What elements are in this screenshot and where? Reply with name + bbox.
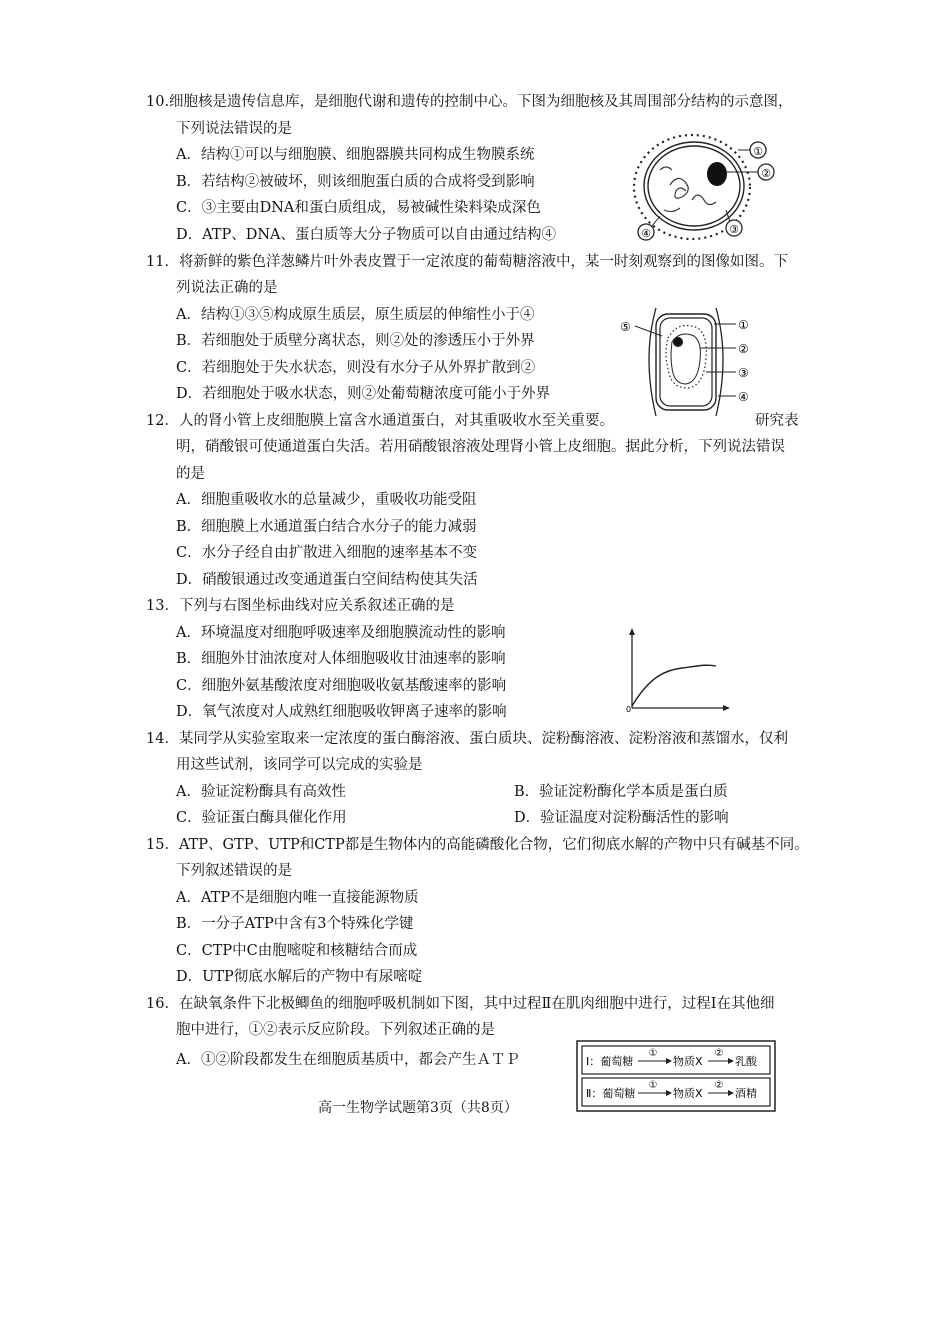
q15-option-c: C．CTP中C由胞嘧啶和核糖结合而成	[176, 943, 418, 959]
q11-label-4: ④	[738, 390, 749, 404]
q13-option-a: A．环境温度对细胞呼吸速率及细胞膜流动性的影响	[176, 625, 506, 641]
row2-label: Ⅱ：葡萄糖	[586, 1087, 636, 1100]
q10-option-b: B．若结构②被破坏，则该细胞蛋白质的合成将受到影响	[176, 174, 535, 190]
row1-mid: 物质X	[673, 1055, 703, 1068]
q11-stem-cont: 列说法正确的是	[176, 280, 278, 296]
q10-stem-cont: 下列说法错误的是	[176, 121, 292, 137]
q12-stem: 12．人的肾小管上皮细胞膜上富含水通道蛋白，对其重吸收水至关重要。	[146, 413, 614, 429]
q10-option-d: D．ATP、DNA、蛋白质等大分子物质可以自由通过结构④	[176, 227, 557, 243]
q10-stem: 10.细胞核是遗传信息库，是细胞代谢和遗传的控制中心。下图为细胞核及其周围部分结构的示意图，	[146, 94, 793, 110]
q12-option-d: D．硝酸银通过改变通道蛋白空间结构使其失活	[176, 572, 478, 588]
q13-option-c: C．细胞外氨基酸浓度对细胞吸收氨基酸速率的影响	[176, 678, 507, 694]
q10-label-3: ③	[729, 223, 739, 236]
onion-cell-figure	[618, 308, 758, 418]
q12-stem-tail: 研究表	[755, 413, 799, 429]
curve-graph	[622, 628, 732, 718]
q11-option-c: C．若细胞处于失水状态，则没有水分子从外界扩散到②	[176, 360, 536, 376]
q12-option-b: B．细胞膜上水通道蛋白结合水分子的能力减弱	[176, 519, 477, 535]
q13-option-b: B．细胞外甘油浓度对人体细胞吸收甘油速率的影响	[176, 651, 506, 667]
q10-option-a: A．结构①可以与细胞膜、细胞器膜共同构成生物膜系统	[176, 147, 535, 163]
q12-option-c: C．水分子经自由扩散进入细胞的速率基本不变	[176, 545, 478, 561]
q11-option-b: B．若细胞处于质壁分离状态，则②处的渗透压小于外界	[176, 333, 535, 349]
q10-label-2: ②	[761, 167, 771, 180]
q14-option-b: B．验证淀粉酶化学本质是蛋白质	[514, 784, 728, 800]
q15-option-a: A．ATP不是细胞内唯一直接能源物质	[176, 890, 419, 906]
q11-option-a: A．结构①③⑤构成原生质层，原生质层的伸缩性小于④	[176, 307, 535, 323]
q15-option-b: B．一分子ATP中含有3个特殊化学键	[176, 916, 414, 932]
q15-stem: 15．ATP、GTP、UTP和CTP都是生物体内的高能磷酸化合物，它们彻底水解的产物中只有碱基不同。	[146, 837, 809, 853]
curve-origin-label: 0	[626, 705, 632, 714]
q11-stem: 11．将新鲜的紫色洋葱鳞片叶外表皮置于一定浓度的葡萄糖溶液中，某一时刻观察到的图像如图。下	[146, 254, 788, 270]
row1-label: Ⅰ：葡萄糖	[586, 1055, 634, 1068]
q11-label-1: ①	[738, 318, 749, 332]
q13-stem: 13．下列与右图坐标曲线对应关系叙述正确的是	[146, 598, 455, 614]
q14-option-c: C．验证蛋白酶具催化作用	[176, 810, 347, 826]
q15-stem-cont: 下列叙述错误的是	[176, 863, 292, 879]
row1-step2: ②	[714, 1048, 724, 1059]
q12-stem-end: 的是	[176, 466, 205, 482]
row2-end: 酒精	[735, 1087, 757, 1100]
q11-option-d: D．若细胞处于吸水状态，则②处葡萄糖浓度可能小于外界	[176, 386, 551, 402]
row2-step2: ②	[714, 1080, 724, 1091]
row2-mid: 物质X	[673, 1087, 703, 1100]
q10-option-c: C．③主要由DNA和蛋白质组成，易被碱性染料染成深色	[176, 200, 541, 216]
q12-option-a: A．细胞重吸收水的总量减少，重吸收功能受阻	[176, 492, 477, 508]
respiration-diagram	[576, 1040, 776, 1112]
row1-step1: ①	[648, 1048, 658, 1059]
q14-stem-cont: 用这些试剂，该同学可以完成的实验是	[176, 757, 423, 773]
q14-option-d: D．验证温度对淀粉酶活性的影响	[514, 810, 729, 826]
q11-label-2: ②	[738, 342, 749, 356]
q16-stem: 16．在缺氧条件下北极鲫鱼的细胞呼吸机制如下图，其中过程Ⅱ在肌肉细胞中进行，过程Ⅰ在其他细	[146, 996, 775, 1012]
q13-option-d: D．氧气浓度对人成熟红细胞吸收钾离子速率的影响	[176, 704, 507, 720]
q14-option-a: A．验证淀粉酶具有高效性	[176, 784, 346, 800]
q10-label-4: ④	[641, 227, 651, 240]
q15-option-d: D．UTP彻底水解后的产物中有尿嘧啶	[176, 969, 423, 985]
q16-stem-cont: 胞中进行，①②表示反应阶段。下列叙述正确的是	[176, 1022, 495, 1038]
q11-label-5: ⑤	[620, 320, 631, 334]
row2-step1: ①	[648, 1080, 658, 1091]
q12-stem-cont: 明，硝酸银可使通道蛋白失活。若用硝酸银溶液处理肾小管上皮细胞。据此分析，下列说法错误	[176, 439, 785, 455]
nucleus-figure	[630, 130, 780, 245]
q16-option-a: A．①②阶段都发生在细胞质基质中，都会产生ＡＴＰ	[176, 1052, 520, 1068]
page-footer: 高一生物学试题第3页（共8页）	[318, 1100, 518, 1116]
q10-label-1: ①	[753, 145, 763, 158]
q11-label-3: ③	[738, 366, 749, 380]
q14-stem: 14．某同学从实验室取来一定浓度的蛋白酶溶液、蛋白质块、淀粉酶溶液、淀粉溶液和蒸馏水，仅利	[146, 731, 788, 747]
row1-end: 乳酸	[735, 1055, 757, 1068]
